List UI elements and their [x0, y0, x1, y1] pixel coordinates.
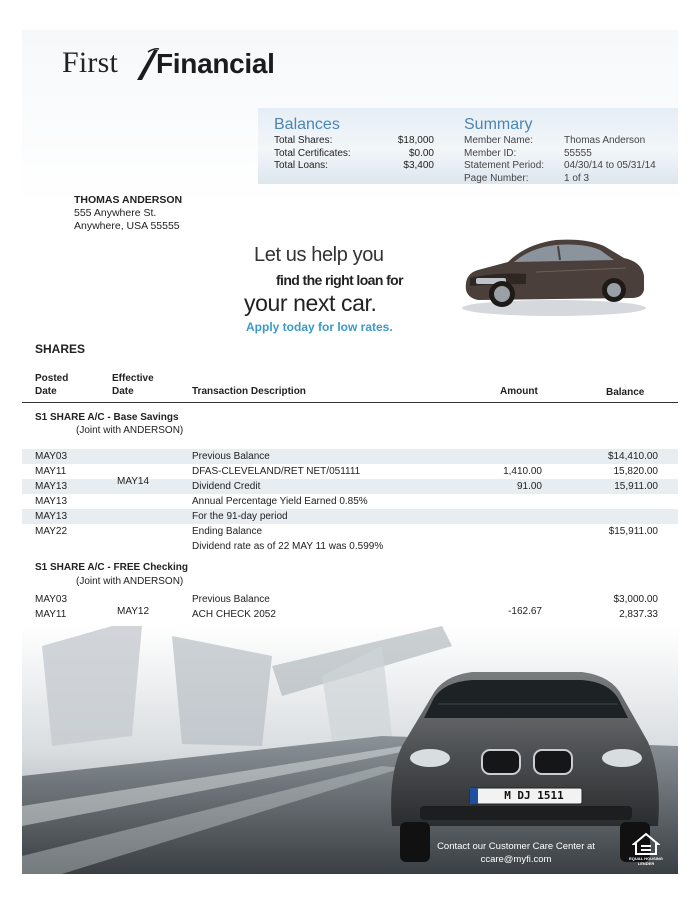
amount-header: Amount [500, 386, 538, 397]
summary-label: Statement Period: [464, 160, 545, 171]
transaction-description: DFAS-CLEVELAND/RET NET/051111 [192, 466, 361, 477]
summary-value: 1 of 3 [564, 172, 590, 184]
transaction-amount: 1,410.00 [503, 466, 542, 477]
balance-header: Balance [606, 387, 645, 398]
summary-panel [464, 116, 674, 185]
car-advertisement-image [22, 626, 678, 874]
section-title: S1 SHARE A/C - FREE Checking [35, 562, 188, 573]
header-text: Date [35, 385, 57, 397]
balances-title: Balances [274, 116, 340, 133]
posted-date: MAY11 [35, 609, 67, 620]
table-row-band [22, 509, 678, 524]
balances-panel [274, 116, 434, 173]
running-balance: 15,911.00 [614, 481, 658, 492]
brand-logo [62, 44, 302, 84]
header-text: Posted [35, 373, 69, 384]
promo-line-2: find the right loan for [276, 272, 403, 288]
transaction-description: Dividend Credit [192, 481, 261, 492]
posted-date: MAY03 [35, 451, 68, 462]
brand-financial: Financial [156, 48, 275, 79]
brand-first: First [62, 46, 119, 79]
contact-email: ccare@myfi.com [480, 854, 552, 865]
transaction-description: Annual Percentage Yield Earned 0.85% [192, 496, 368, 507]
transaction-description: Ending Balance [192, 526, 263, 537]
running-balance: $3,000.00 [613, 594, 658, 605]
license-plate-text: M DJ 1511 [504, 789, 564, 802]
summary-value: Thomas Anderson [564, 135, 646, 146]
balance-label: Total Loans: [274, 160, 328, 171]
posted-date: MAY03 [35, 594, 68, 605]
section-subtitle: (Joint with ANDERSON) [76, 425, 184, 436]
description-header: Transaction Description [192, 386, 306, 397]
balance-row [274, 135, 434, 148]
running-balance: $15,911.00 [608, 526, 658, 537]
sedan-car-image [456, 228, 652, 320]
promo-line-3: your next car. [244, 290, 377, 316]
summary-label: Member ID: [464, 147, 517, 159]
contact-info [416, 840, 616, 866]
balance-label: Total Shares: [274, 135, 333, 146]
summary-row [464, 160, 674, 173]
summary-value: 04/30/14 to 05/31/14 [564, 160, 656, 171]
posted-date: MAY11 [35, 466, 67, 477]
transaction-amount: 91.00 [516, 481, 542, 492]
address-line-2: Anywhere, USA 55555 [74, 220, 180, 232]
running-balance: 15,820.00 [613, 466, 658, 477]
posted-date: MAY22 [35, 526, 68, 537]
section-subtitle: (Joint with ANDERSON) [76, 576, 184, 587]
member-name: THOMAS ANDERSON [74, 194, 183, 206]
balance-value: $0.00 [408, 147, 434, 159]
summary-value: 55555 [564, 147, 592, 159]
effective-date: MAY12 [117, 606, 150, 617]
header-text: Effective [112, 373, 154, 384]
header-divider [22, 402, 678, 403]
balance-row [274, 160, 434, 173]
transaction-description: Dividend rate as of 22 MAY 11 was 0.599% [192, 541, 384, 552]
equal-housing-lender-label: EQUAL HOUSING LENDER [629, 856, 663, 866]
summary-label: Member Name: [464, 135, 533, 146]
posted-date: MAY13 [35, 481, 68, 492]
summary-label: Page Number: [464, 172, 529, 184]
promo-call-to-action: Apply today for low rates. [246, 320, 393, 334]
transaction-description: For the 91-day period [192, 511, 288, 522]
contact-line: Contact our Customer Care Center at [437, 841, 595, 852]
transaction-amount: -162.67 [508, 606, 542, 617]
header-text: Date [112, 385, 134, 397]
shares-heading: SHARES [35, 342, 86, 356]
transaction-description: Previous Balance [192, 451, 270, 462]
balance-value: $18,000 [397, 135, 434, 146]
posted-date: MAY13 [35, 511, 68, 522]
summary-row [464, 173, 674, 186]
transaction-description: ACH CHECK 2052 [192, 609, 276, 620]
balance-row [274, 148, 434, 161]
section-title: S1 SHARE A/C - Base Savings [35, 412, 179, 423]
effective-date-header [112, 373, 154, 398]
summary-row [464, 135, 674, 148]
address-line-1: 555 Anywhere St. [74, 207, 157, 219]
mailing-address [74, 194, 182, 233]
summary-title: Summary [464, 116, 533, 133]
transaction-description: Previous Balance [192, 594, 270, 605]
balance-label: Total Certificates: [274, 147, 351, 159]
effective-date: MAY14 [117, 476, 150, 487]
posted-date: MAY13 [35, 496, 68, 507]
promo-line-1: Let us help you [254, 244, 384, 266]
posted-date-header [35, 373, 68, 398]
balance-value: $3,400 [403, 160, 434, 171]
running-balance: 2,837.33 [619, 609, 658, 620]
running-balance: $14,410.00 [607, 451, 658, 462]
summary-row [464, 148, 674, 161]
